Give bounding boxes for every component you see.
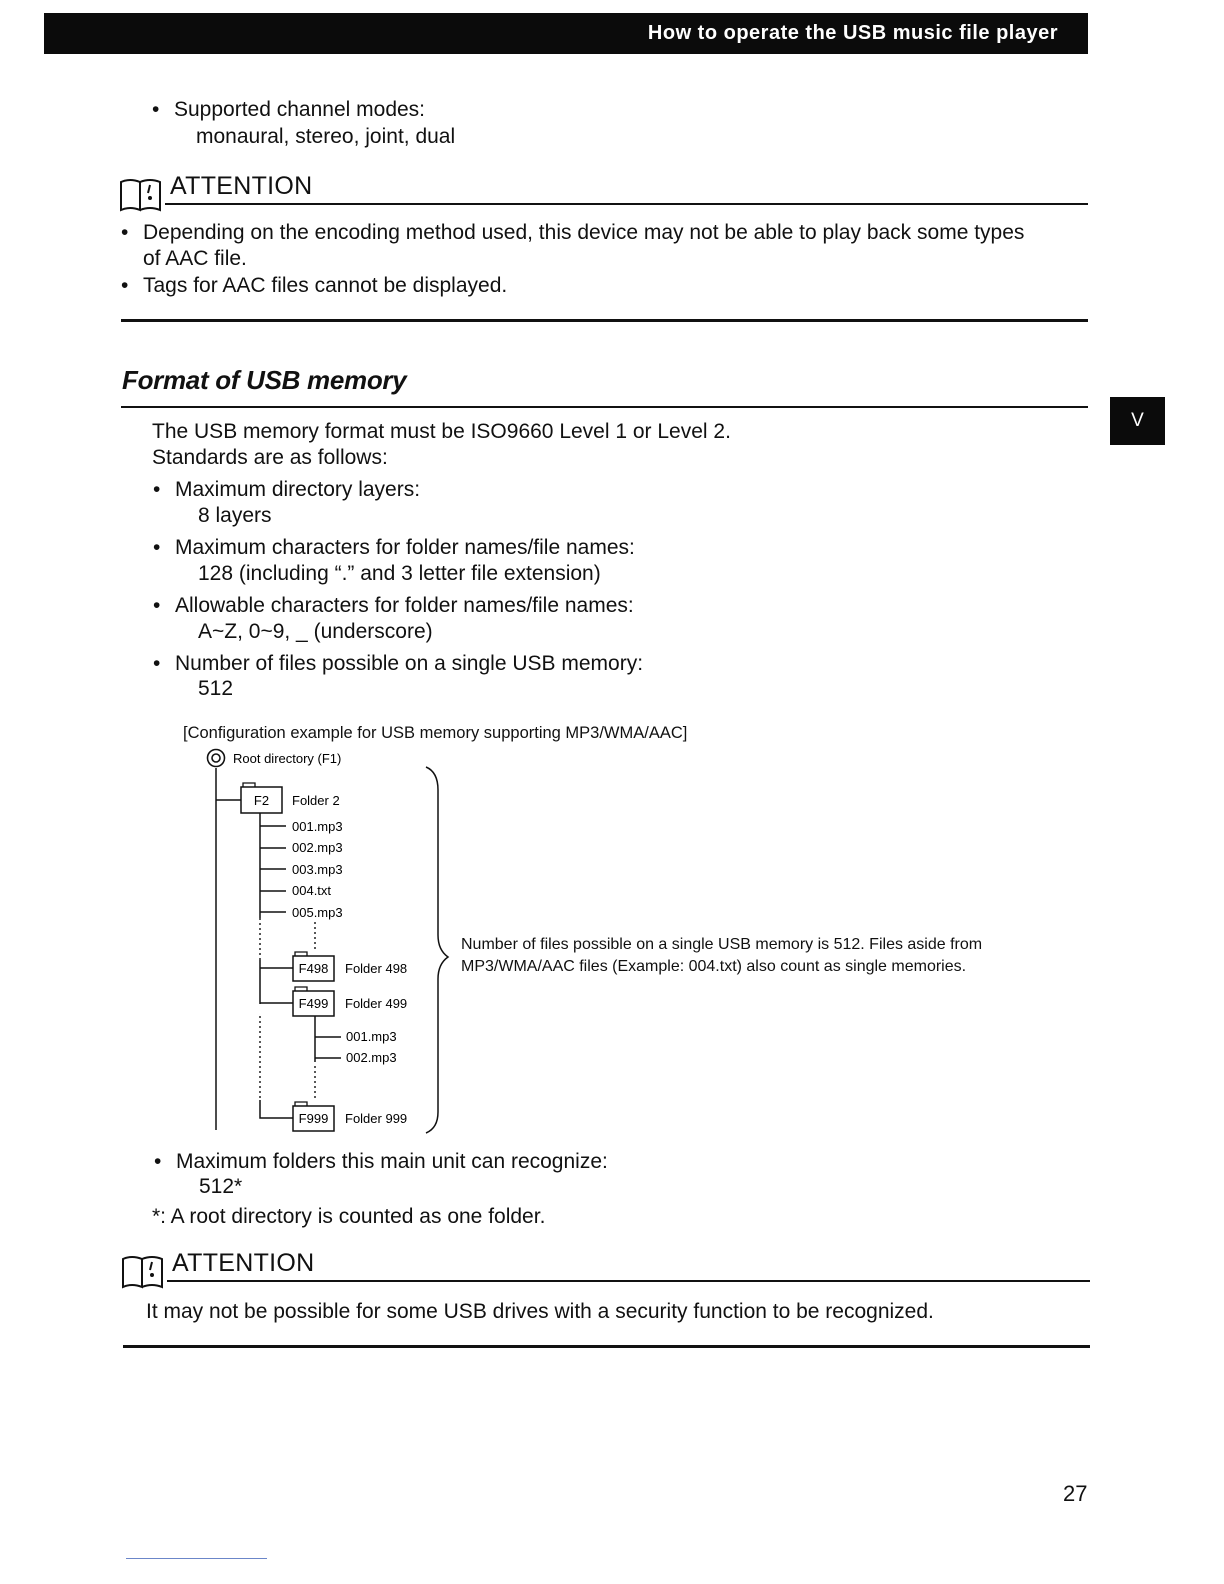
chapter-tab: V	[1110, 397, 1165, 445]
folder-code-f999: F999	[298, 1111, 329, 1126]
spec-label-directory-layers: • Maximum directory layers:	[175, 478, 420, 502]
folder-name-f2: Folder 2	[292, 793, 340, 808]
channel-modes-label: • Supported channel modes:	[174, 98, 425, 122]
diagram-brace	[426, 767, 448, 1133]
attention-bullet-1: • Depending on the encoding method used, this device may not be able to play back some types	[143, 221, 1024, 245]
spec-value-number-of-files: 512	[198, 677, 234, 700]
f499-file-1: 001.mp3	[346, 1029, 397, 1044]
footer-line	[126, 1558, 267, 1559]
f2-file-1: 001.mp3	[292, 819, 343, 834]
attention-bullet-1-cont: of AAC file.	[143, 247, 247, 270]
f2-file-2: 002.mp3	[292, 840, 343, 855]
max-folders-label: • Maximum folders this main unit can recognize:	[176, 1150, 608, 1174]
folder-name-f999: Folder 999	[345, 1111, 408, 1126]
attention-top-rule	[167, 1280, 1090, 1282]
attention-book-icon	[120, 1253, 168, 1291]
channel-modes-value: monaural, stereo, joint, dual	[196, 125, 456, 148]
spec-label-max-characters: • Maximum characters for folder names/file names:	[175, 536, 635, 560]
f499-file-2: 002.mp3	[346, 1050, 397, 1065]
attention-bullet-2: • Tags for AAC files cannot be displayed.	[143, 274, 507, 298]
max-folders-value: 512*	[199, 1175, 243, 1198]
diagram-caption: [Configuration example for USB memory supporting MP3/WMA/AAC]	[183, 724, 688, 742]
f2-file-4: 004.txt	[292, 883, 332, 898]
attention-bottom-rule	[123, 1345, 1090, 1348]
f2-file-3: 003.mp3	[292, 862, 343, 877]
header-title: How to operate the USB music file player	[647, 22, 1058, 44]
root-directory-icon	[208, 750, 225, 767]
spec-label-allowable-characters: • Allowable characters for folder names/file names:	[175, 594, 634, 618]
attention-text: It may not be possible for some USB drives with a security function to be recognized.	[146, 1300, 934, 1323]
spec-label-number-of-files: • Number of files possible on a single USB memory:	[175, 652, 643, 676]
diagram-note-line-1: Number of files possible on a single USB memory is 512. Files aside from	[461, 936, 983, 953]
attention-title: ATTENTION	[172, 1249, 315, 1277]
folder-name-f499: Folder 499	[345, 996, 408, 1011]
section-intro-2: Standards are as follows:	[152, 446, 388, 469]
spec-value-directory-layers: 8 layers	[198, 504, 272, 527]
folder-code-f499: F499	[298, 996, 329, 1011]
section-title: Format of USB memory	[122, 365, 407, 395]
section-intro-1: The USB memory format must be ISO9660 Level 1 or Level 2.	[152, 420, 731, 443]
spec-value-max-characters: 128 (including “.” and 3 letter file extension)	[198, 562, 601, 585]
page-number: 27	[1063, 1481, 1088, 1506]
f2-file-5: 005.mp3	[292, 905, 343, 920]
root-directory-label: Root directory (F1)	[233, 751, 342, 766]
folder-name-f498: Folder 498	[345, 961, 408, 976]
diagram-note-line-2: MP3/WMA/AAC files (Example: 004.txt) also count as single memories.	[461, 958, 967, 975]
spec-value-allowable-characters: A~Z, 0~9, _ (underscore)	[198, 620, 433, 643]
folder-code-f498: F498	[298, 961, 329, 976]
root-footnote: *: A root directory is counted as one folder.	[152, 1205, 546, 1228]
attention-title: ATTENTION	[170, 172, 313, 200]
folder-code-f2: F2	[253, 793, 270, 808]
